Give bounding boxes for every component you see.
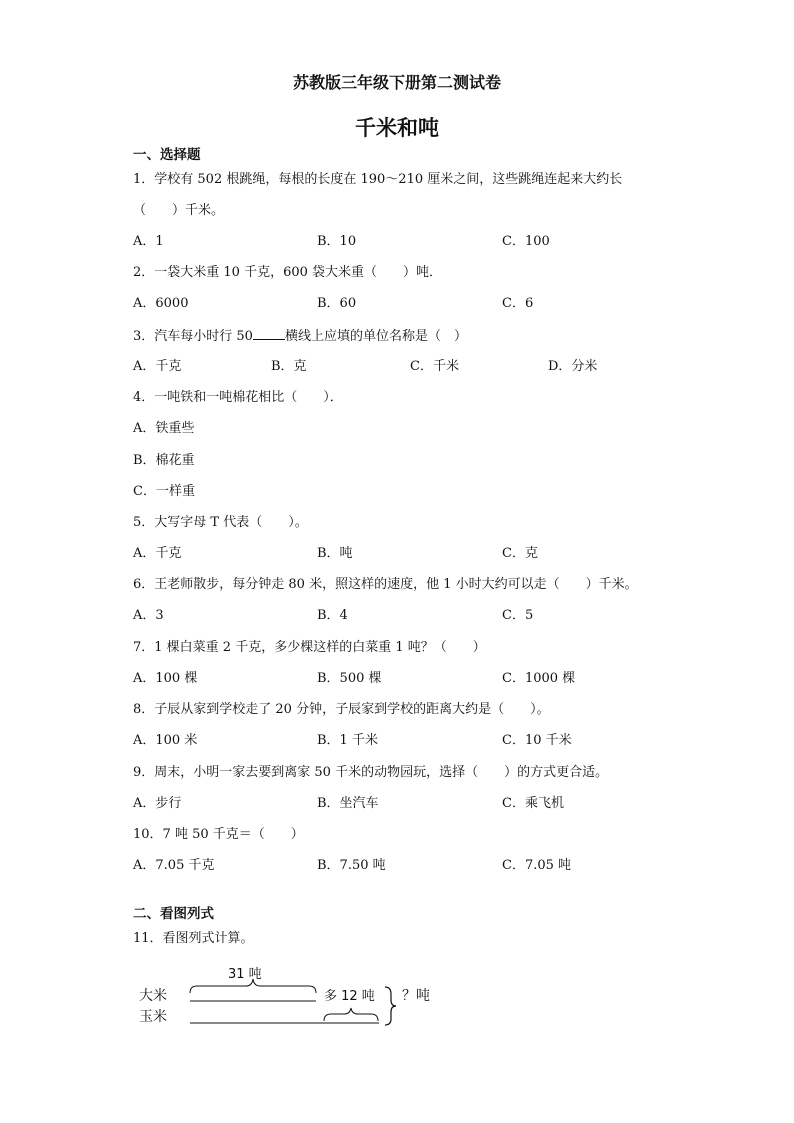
question-4-option-c[interactable]: C．一样重 [133, 484, 195, 499]
question-6-option-a[interactable]: A．3 [133, 608, 164, 623]
question-8-option-c[interactable]: C．10 千米 [502, 733, 572, 748]
question-6-option-b[interactable]: B．4 [317, 608, 348, 623]
question-6-option-c[interactable]: C．5 [502, 608, 534, 623]
question-5-option-c[interactable]: C．克 [502, 546, 538, 561]
question-1-option-b[interactable]: B．10 [317, 234, 357, 249]
label-corn: 玉米 [139, 1009, 167, 1025]
question-7-option-a[interactable]: A．100 棵 [133, 671, 198, 686]
question-4-option-a[interactable]: A．铁重些 [133, 421, 195, 436]
question-5-option-a[interactable]: A．千克 [133, 546, 182, 561]
question-7-option-b[interactable]: B．500 棵 [317, 671, 382, 686]
question-10-line-1: 10．7 吨 50 千克＝（ ） [133, 827, 304, 842]
question-11-line-1: 11．看图列式计算。 [133, 931, 254, 946]
question-10-option-b[interactable]: B．7.50 吨 [317, 858, 386, 873]
extra-brace [324, 1008, 378, 1021]
question-4-option-b[interactable]: B．棉花重 [133, 453, 195, 468]
question-9-option-c[interactable]: C．乘飞机 [502, 796, 564, 811]
label-question-ton: ？吨 [402, 988, 430, 1004]
question-10-option-c[interactable]: C．7.05 吨 [502, 858, 572, 873]
question-3-option-c[interactable]: C．千米 [410, 359, 459, 374]
question-1-line-2: （ ）千米。 [133, 203, 225, 218]
label-rice: 大米 [139, 988, 167, 1004]
question-2-option-a[interactable]: A．6000 [133, 296, 189, 311]
question-3-option-a[interactable]: A．千克 [133, 359, 182, 374]
question-2-line-1: 2．一袋大米重 10 千克，600 袋大米重（ ）吨． [133, 265, 443, 280]
question-9-line-1: 9．周末，小明一家去要到离家 50 千米的动物园玩，选择（ ）的方式更合适。 [133, 765, 609, 780]
exam-title: 苏教版三年级下册第二测试卷 [292, 73, 501, 92]
question-3-option-b[interactable]: B．克 [271, 359, 307, 374]
question-3-text-post: 横线上应填的单位名称是（ ） [284, 329, 467, 344]
question-3-text-pre: 3．汽车每小时行 50 [133, 329, 253, 344]
label-31-ton: 31 吨 [228, 967, 262, 982]
question-8-line-1: 8．子辰从家到学校走了 20 分钟，子辰家到学校的距离大约是（ ）。 [133, 702, 550, 717]
question-8-option-a[interactable]: A．100 米 [133, 733, 198, 748]
question-4-line-1: 4．一吨铁和一吨棉花相比（ ）． [133, 390, 343, 405]
question-1-line-1: 1．学校有 502 根跳绳，每根的长度在 190～210 厘米之间，这些跳绳连起来大约长 [133, 172, 623, 187]
question-5-option-b[interactable]: B．吨 [317, 546, 353, 561]
question-1-option-c[interactable]: C．100 [502, 234, 550, 249]
question-9-option-b[interactable]: B．坐汽车 [317, 796, 379, 811]
question-10-option-a[interactable]: A．7.05 千克 [133, 858, 215, 873]
exam-subtitle: 千米和吨 [355, 116, 439, 140]
question-7-option-c[interactable]: C．1000 棵 [502, 671, 576, 686]
total-brace [385, 987, 396, 1025]
question-2-option-b[interactable]: B．60 [317, 296, 357, 311]
section-2-title: 二、看图列式 [133, 906, 214, 922]
question-7-line-1: 7．1 棵白菜重 2 千克，多少棵这样的白菜重 1 吨？（ ） [133, 640, 486, 655]
question-5-line-1: 5．大写字母 T 代表（ ）。 [133, 515, 308, 530]
question-3-option-d[interactable]: D．分米 [548, 359, 598, 374]
question-1-option-a[interactable]: A．1 [133, 234, 164, 249]
section-1-title: 一、选择题 [133, 147, 201, 163]
question-6-line-1: 6．王老师散步，每分钟走 80 米，照这样的速度，他 1 小时大约可以走（ ）千米。 [133, 577, 638, 592]
question-2-option-c[interactable]: C．6 [502, 296, 534, 311]
question-8-option-b[interactable]: B．1 千米 [317, 733, 378, 748]
question-9-option-a[interactable]: A．步行 [133, 796, 182, 811]
label-more-12-ton: 多 12 吨 [324, 989, 375, 1004]
